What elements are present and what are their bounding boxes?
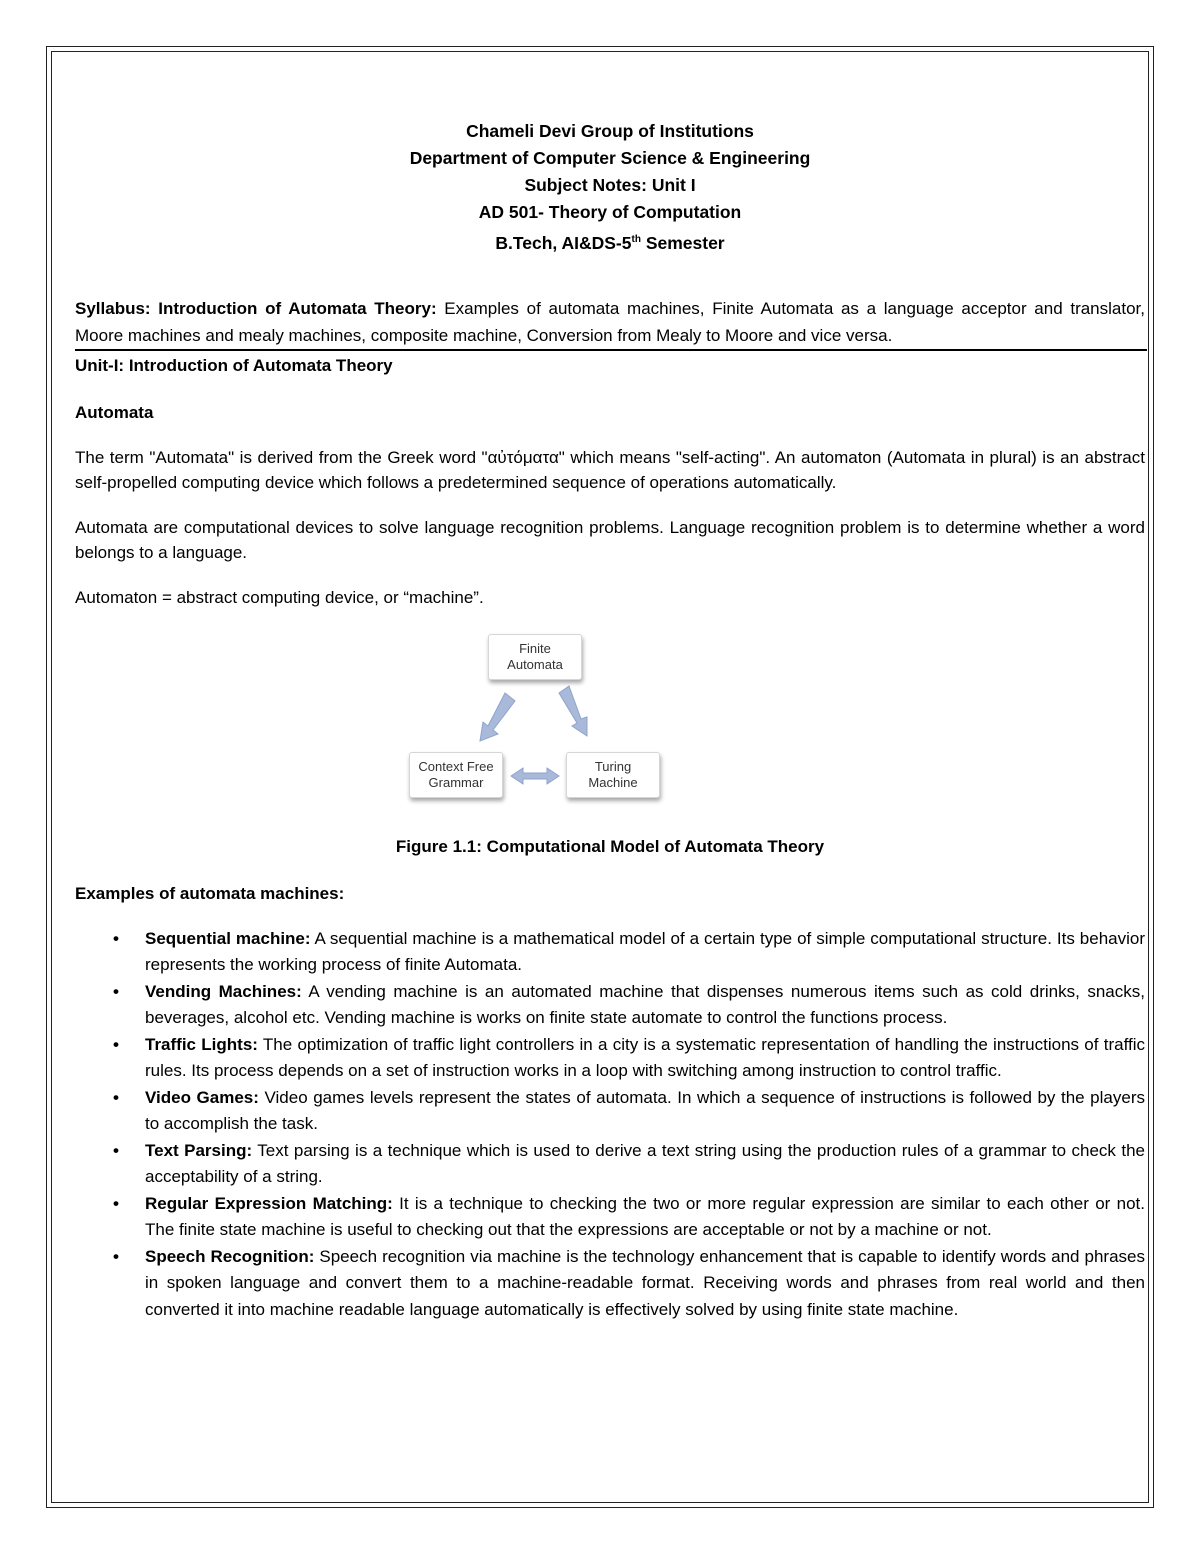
arrow-finite-to-turing: [559, 686, 587, 736]
example-text: Video games levels represent the states of automata. In which a sequence of instructions is followed by the players to accomplish the task.: [145, 1087, 1145, 1134]
bullet-icon: •: [113, 1087, 119, 1107]
examples-heading: Examples of automata machines:: [75, 883, 345, 903]
program-superscript: th: [631, 234, 641, 245]
paragraph-language-recognition: Automata are computational devices to solve language recognition problems. Language recognition problem is to determine whether a word belongs to a language.: [75, 517, 1145, 562]
example-text: A vending machine is an automated machine that dispenses numerous items such as cold drinks, snacks, beverages, alcohol etc. Vending machine is works on finite state automate to control the functions process.: [145, 981, 1145, 1028]
list-item: [75, 1032, 1145, 1085]
example-title: Regular Expression Matching:: [145, 1193, 393, 1213]
node-turing-machine: Turing Machine: [566, 752, 660, 798]
unit-heading: Unit-I: Introduction of Automata Theory: [75, 355, 393, 375]
list-item: [75, 1191, 1145, 1244]
node-finite-automata: Finite Automata: [488, 634, 582, 680]
bullet-icon: •: [113, 1140, 119, 1160]
department-name: Department of Computer Science & Engineering: [409, 148, 811, 168]
bullet-icon: •: [113, 1193, 119, 1213]
examples-list: [75, 926, 1145, 1324]
example-title: Vending Machines:: [145, 981, 302, 1001]
example-title: Video Games:: [145, 1087, 259, 1107]
example-title: Traffic Lights:: [145, 1034, 258, 1054]
automata-heading: Automata: [75, 402, 154, 422]
document-body: [75, 118, 1145, 1323]
bullet-icon: •: [113, 981, 119, 1001]
program-name: B.Tech, AI&DS-5: [495, 232, 632, 253]
example-text: Text parsing is a technique which is used to derive a text string using the production rules of a grammar to check the acceptability of a string.: [145, 1140, 1145, 1187]
paragraph-automata-definition: The term "Automata" is derived from the Greek word "αὐτόματα" which means "self-acting". An automaton (Automata in plural) is an abstract self-propelled computing device which follows a predetermined sequence of operations automatically.: [75, 447, 1145, 492]
node-context-free-grammar: Context Free Grammar: [409, 752, 503, 798]
example-title: Text Parsing:: [145, 1140, 253, 1160]
bullet-icon: •: [113, 928, 119, 948]
arrow-cfg-turing: [511, 768, 559, 784]
example-text: Speech recognition via machine is the technology enhancement that is capable to identify words and phrases in spoken language and convert them to a machine-readable format. Receiving words and phrases from real world and then converted it into machine readable language automatically is effectively solved by using finite state machine.: [145, 1246, 1146, 1319]
automata-diagram: [75, 622, 1145, 822]
syllabus: [75, 295, 1145, 349]
arrow-finite-to-cfg: [480, 693, 515, 741]
example-title: Speech Recognition:: [145, 1246, 315, 1266]
program-line: [75, 226, 1145, 257]
program-semester: Semester: [640, 232, 725, 253]
example-text: The optimization of traffic light controllers in a city is a systematic representation of handling the instructions of traffic rules. Its process depends on a set of instruction works in a loop with switching among instruction to control traffic.: [145, 1034, 1145, 1081]
horizontal-rule: [75, 349, 1147, 351]
example-title: Sequential machine:: [145, 928, 311, 948]
bullet-icon: •: [113, 1034, 119, 1054]
course-title: AD 501- Theory of Computation: [478, 202, 742, 222]
syllabus-label: Syllabus: Introduction of Automata Theory:: [75, 298, 437, 318]
subject-notes: Subject Notes: Unit I: [524, 175, 696, 195]
list-item: [75, 1085, 1145, 1138]
list-item: [75, 979, 1145, 1032]
example-text: It is a technique to checking the two or more regular expression are similar to each other or not. The finite state machine is useful to checking out that the expressions are acceptable or not by a machine or not.: [145, 1193, 1145, 1240]
syllabus-text: Examples of automata machines, Finite Automata as a language acceptor and translator, Moore machines and mealy machines, composite machine, Conversion from Mealy to Moore and vice versa.: [75, 298, 1145, 345]
figure-caption: Figure 1.1: Computational Model of Automata Theory: [395, 836, 825, 856]
list-item: [75, 1138, 1145, 1191]
example-text: A sequential machine is a mathematical model of a certain type of simple computational structure. Its behavior represents the working process of finite Automata.: [145, 928, 1145, 975]
institution-name: Chameli Devi Group of Institutions: [466, 121, 754, 141]
list-item: [75, 926, 1145, 979]
paragraph-automaton-equation: Automaton = abstract computing device, or “machine”.: [75, 587, 484, 607]
document-header: [75, 118, 1145, 257]
bullet-icon: •: [113, 1246, 119, 1266]
list-item: [75, 1244, 1145, 1324]
